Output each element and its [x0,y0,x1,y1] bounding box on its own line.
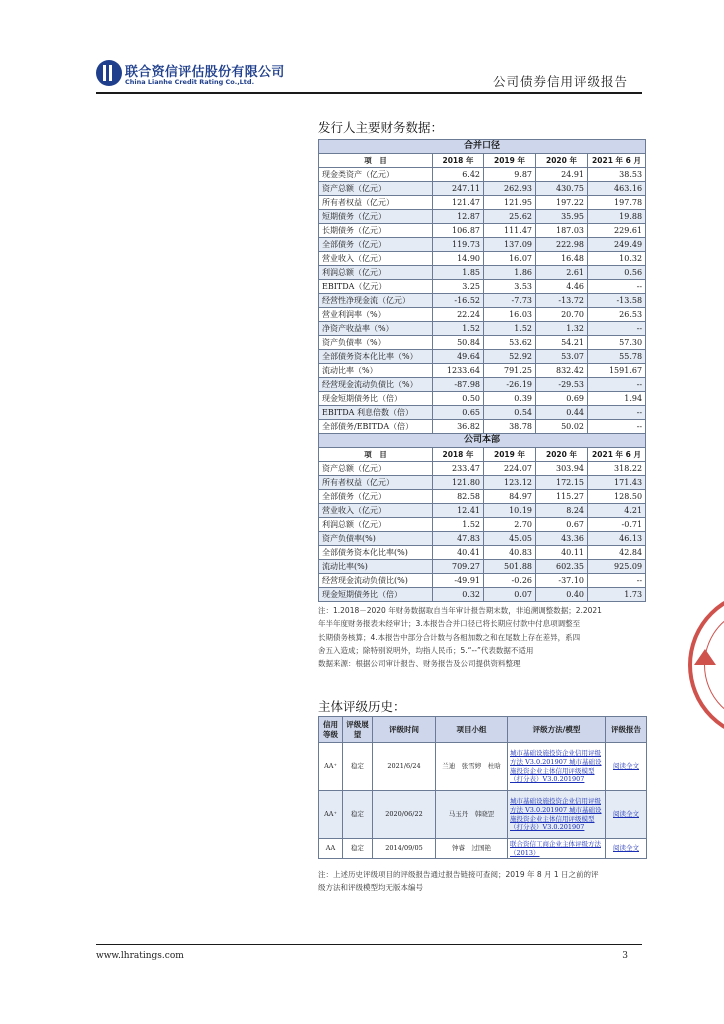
note-line: 长期债务核算；4.本报告中部分合计数与各相加数之和在尾数上存在差异，系四 [318,632,581,642]
cell-value: 19.88 [588,210,646,224]
note-line: 年半年度财务报表未经审计；3.本报告合并口径已将长期应付款中付息项调整至 [318,619,581,629]
read-full-report-link[interactable]: 阅读全文 [606,743,647,791]
financial-data-table [318,139,646,602]
cell-value: 123.12 [484,476,536,490]
cell-value: 501.88 [484,560,536,574]
footer-website: www.lhratings.com [96,951,184,961]
cell-value: 8.24 [536,504,588,518]
rating-history-table [318,716,647,859]
row-label: 营业收入（亿元） [319,504,433,518]
company-name-en: China Lianhe Credit Rating Co.,Ltd. [125,78,255,86]
row-label: 流动比率(%) [319,560,433,574]
cell-value: 38.53 [588,168,646,182]
cell-value: 0.39 [484,392,536,406]
cell-value: 84.97 [484,490,536,504]
cell-value: 0.69 [536,392,588,406]
company-seal-stamp [688,590,724,740]
cell-value: 0.40 [536,588,588,602]
row-label: 资产总额（亿元） [319,182,433,196]
cell-value: 832.42 [536,364,588,378]
table-row [319,518,646,532]
cell-value: -37.10 [536,574,588,588]
table-row [319,476,646,490]
note-line: 舍五入造成；除特别说明外，均指人民币；5.“--”代表数据不适用 [318,645,534,655]
cell-value: -26.19 [484,378,536,392]
cell-value: 602.35 [536,560,588,574]
table-row [319,182,646,196]
cell-value: 171.43 [588,476,646,490]
table-row [319,266,646,280]
cell-value: -- [588,574,646,588]
cell-value: 121.80 [433,476,484,490]
company-name-cn: 联合资信评估股份有限公司 [125,65,285,80]
cell-value: 40.41 [433,546,484,560]
cell-value: 233.47 [433,462,484,476]
cell-value: -87.98 [433,378,484,392]
cell-value: 40.83 [484,546,536,560]
cell-value: 197.78 [588,196,646,210]
cell-value: 0.32 [433,588,484,602]
cell-value: 22.24 [433,308,484,322]
outlook: 稳定 [343,791,373,839]
cell-value: 50.02 [536,420,588,434]
cell-value: 54.21 [536,336,588,350]
cell-value: 318.22 [588,462,646,476]
cell-value: 197.22 [536,196,588,210]
cell-value: 709.27 [433,560,484,574]
cell-value: 0.50 [433,392,484,406]
credit-grade: AA⁺ [319,791,343,839]
table-row [319,588,646,602]
row-label: 现金类资产（亿元） [319,168,433,182]
cell-value: 16.48 [536,252,588,266]
company-logo-icon [96,60,122,86]
col-report: 评级报告 [606,717,647,743]
cell-value: 9.87 [484,168,536,182]
table-row [319,294,646,308]
cell-value: -- [588,420,646,434]
table-row [319,546,646,560]
cell-value: -29.53 [536,378,588,392]
table-row [319,560,646,574]
outlook: 稳定 [343,839,373,859]
cell-value: 303.94 [536,462,588,476]
cell-value: 25.62 [484,210,536,224]
method-link[interactable]: 城市基础设施投资企业信用评级方法 V3.0.201907 城市基础设施投资企业主体信用评级模型（打分表）V3.0.201907 [508,743,606,791]
cell-value: -- [588,280,646,294]
project-team: 马玉丹 韩晓罡 [436,791,508,839]
header-divider [96,92,642,94]
row-label: 所有者权益（亿元） [319,476,433,490]
cell-value: 55.78 [588,350,646,364]
row-label: 经营现金流动负债比（%） [319,378,433,392]
row-label: 利润总额（亿元） [319,518,433,532]
cell-value: 249.49 [588,238,646,252]
credit-grade: AA⁺ [319,743,343,791]
row-label: 全部债务资本化比率（%） [319,350,433,364]
cell-value: 137.09 [484,238,536,252]
row-label: 全部债务（亿元） [319,238,433,252]
cell-value: 224.07 [484,462,536,476]
row-label: 长期债务（亿元） [319,224,433,238]
cell-value: 0.67 [536,518,588,532]
history-row [319,791,647,839]
cell-value: 229.61 [588,224,646,238]
row-label: EBITDA（亿元） [319,280,433,294]
cell-value: 14.90 [433,252,484,266]
table-row [319,308,646,322]
cell-value: 2.70 [484,518,536,532]
cell-value: 57.30 [588,336,646,350]
table-row [319,336,646,350]
project-team: 兰迪 张雪婷 杜晗 [436,743,508,791]
data-source-line: 数据来源：根据公司审计报告、财务报告及公司提供资料整理 [318,659,521,669]
cell-value: 3.53 [484,280,536,294]
col-outlook: 评级展望 [343,717,373,743]
cell-value: 50.84 [433,336,484,350]
cell-value: 0.56 [588,266,646,280]
row-label: 资产总额（亿元） [319,462,433,476]
table-row [319,420,646,434]
cell-value: 1.52 [484,322,536,336]
row-label: 所有者权益（亿元） [319,196,433,210]
row-label: 全部债务/EBITDA（倍） [319,420,433,434]
cell-value: -0.71 [588,518,646,532]
table-row [319,574,646,588]
cell-value: 1.85 [433,266,484,280]
cell-value: 16.07 [484,252,536,266]
table-row [319,532,646,546]
row-label: 利润总额（亿元） [319,266,433,280]
table-row [319,168,646,182]
col-period: 2018 年 [433,154,484,168]
note-line: 级方法和评级模型均无版本编号 [318,883,423,893]
cell-value: 121.47 [433,196,484,210]
row-label: 资产负债率（%） [319,336,433,350]
cell-value: 121.95 [484,196,536,210]
table-row [319,364,646,378]
page-header [0,0,724,100]
cell-value: 2.61 [536,266,588,280]
cell-value: 1.52 [433,322,484,336]
table-row [319,350,646,364]
row-label: 资产负债率(%) [319,532,433,546]
col-period: 2021 年 6 月 [588,154,646,168]
outlook: 稳定 [343,743,373,791]
history-note [318,868,646,895]
cell-value: 1.32 [536,322,588,336]
cell-value: 430.75 [536,182,588,196]
row-label: 全部债务（亿元） [319,490,433,504]
note-line: 注：1.2018－2020 年财务数据取自当年审计报告期末数，非追溯调整数据；2.2021 [318,606,602,615]
cell-value: 26.53 [588,308,646,322]
row-label: 全部债务资本化比率(%) [319,546,433,560]
col-rating-date: 评级时间 [373,717,436,743]
cell-value: 106.87 [433,224,484,238]
cell-value: 1.94 [588,392,646,406]
cell-value: -13.58 [588,294,646,308]
table-row [319,462,646,476]
cell-value: 40.11 [536,546,588,560]
col-credit-grade: 信用等级 [319,717,343,743]
cell-value: 4.21 [588,504,646,518]
cell-value: 35.95 [536,210,588,224]
project-team: 钟睿 过国艳 [436,839,508,859]
cell-value: 262.93 [484,182,536,196]
cell-value: 82.58 [433,490,484,504]
cell-value: 24.91 [536,168,588,182]
cell-value: -49.91 [433,574,484,588]
col-period: 2020 年 [536,154,588,168]
cell-value: 463.16 [588,182,646,196]
cell-value: -13.72 [536,294,588,308]
cell-value: 187.03 [536,224,588,238]
col-item: 项 目 [319,448,433,462]
report-type: 公司债券信用评级报告 [492,74,628,89]
cell-value: 53.62 [484,336,536,350]
col-period: 2021 年 6 月 [588,448,646,462]
cell-value: 128.50 [588,490,646,504]
seal-star-icon [694,649,716,665]
row-label: 流动比率（%） [319,364,433,378]
table-row [319,378,646,392]
financial-notes [318,604,646,670]
page-number: 3 [622,951,628,961]
table-row [319,490,646,504]
rating-history-title: 主体评级历史： [318,699,406,714]
cell-value: 111.47 [484,224,536,238]
cell-value: 20.70 [536,308,588,322]
cell-value: 3.25 [433,280,484,294]
table-row [319,322,646,336]
col-item: 项 目 [319,154,433,168]
table-row [319,238,646,252]
note-line: 注：上述历史评级项目的评级报告通过报告链接可查阅；2019 年 8 月 1 日之前的评 [318,870,599,879]
table-header-row [319,154,646,168]
cell-value: 10.19 [484,504,536,518]
history-header-row [319,717,647,743]
consolidated-band-label: 合并口径 [319,140,646,154]
cell-value: 791.25 [484,364,536,378]
cell-value: 247.11 [433,182,484,196]
table-row [319,406,646,420]
seal-inner-ring [704,606,724,724]
row-label: EBITDA 利息倍数（倍） [319,406,433,420]
cell-value: 0.07 [484,588,536,602]
cell-value: 53.07 [536,350,588,364]
row-label: 现金短期债务比（倍） [319,392,433,406]
col-period: 2019 年 [484,154,536,168]
table-row [319,252,646,266]
cell-value: 12.87 [433,210,484,224]
col-project-team: 项目小组 [436,717,508,743]
cell-value: -- [588,378,646,392]
cell-value: 42.84 [588,546,646,560]
cell-value: 46.13 [588,532,646,546]
cell-value: 1.86 [484,266,536,280]
table-header-row [319,448,646,462]
cell-value: 43.36 [536,532,588,546]
cell-value: 6.42 [433,168,484,182]
table-row [319,196,646,210]
row-label: 短期债务（亿元） [319,210,433,224]
cell-value: 1.52 [433,518,484,532]
method-link[interactable]: 城市基础设施投资企业信用评级方法 V3.0.201907 城市基础设施投资企业主体信用评级模型（打分表）V3.0.201907 [508,791,606,839]
history-row [319,839,647,859]
row-label: 经营性净现金流（亿元） [319,294,433,308]
table-row [319,224,646,238]
row-label: 现金短期债务比（倍） [319,588,433,602]
cell-value: 49.64 [433,350,484,364]
cell-value: -0.26 [484,574,536,588]
cell-value: 1591.67 [588,364,646,378]
cell-value: 38.78 [484,420,536,434]
history-row [319,743,647,791]
consolidated-band [319,140,646,154]
parent-company-band-label: 公司本部 [319,434,646,448]
cell-value: 115.27 [536,490,588,504]
read-full-report-link[interactable]: 阅读全文 [606,839,647,859]
footer-divider [96,944,642,945]
cell-value: 1233.64 [433,364,484,378]
col-period: 2020 年 [536,448,588,462]
cell-value: 222.98 [536,238,588,252]
cell-value: 172.15 [536,476,588,490]
table-row [319,504,646,518]
cell-value: 925.09 [588,560,646,574]
col-period: 2018 年 [433,448,484,462]
financial-section-title: 发行人主要财务数据： [318,120,444,135]
parent-company-band [319,434,646,448]
row-label: 营业收入（亿元） [319,252,433,266]
cell-value: 45.05 [484,532,536,546]
cell-value: 1.73 [588,588,646,602]
rating-date: 2020/06/22 [373,791,436,839]
cell-value: 10.32 [588,252,646,266]
cell-value: -- [588,322,646,336]
cell-value: 12.41 [433,504,484,518]
table-row [319,280,646,294]
row-label: 经营现金流动负债比(%) [319,574,433,588]
cell-value: 4.46 [536,280,588,294]
cell-value: 16.03 [484,308,536,322]
credit-grade: AA [319,839,343,859]
cell-value: -- [588,406,646,420]
cell-value: 52.92 [484,350,536,364]
method-link[interactable]: 联合资信工商企业主体评级方法（2013） [508,839,606,859]
cell-value: 36.82 [433,420,484,434]
cell-value: 119.73 [433,238,484,252]
table-row [319,210,646,224]
col-period: 2019 年 [484,448,536,462]
read-full-report-link[interactable]: 阅读全文 [606,791,647,839]
cell-value: 47.83 [433,532,484,546]
rating-date: 2014/09/05 [373,839,436,859]
rating-date: 2021/6/24 [373,743,436,791]
cell-value: 0.65 [433,406,484,420]
table-row [319,392,646,406]
cell-value: 0.44 [536,406,588,420]
cell-value: 0.54 [484,406,536,420]
cell-value: -16.52 [433,294,484,308]
row-label: 营业利润率（%） [319,308,433,322]
row-label: 净资产收益率（%） [319,322,433,336]
cell-value: -7.73 [484,294,536,308]
col-method: 评级方法/模型 [508,717,606,743]
